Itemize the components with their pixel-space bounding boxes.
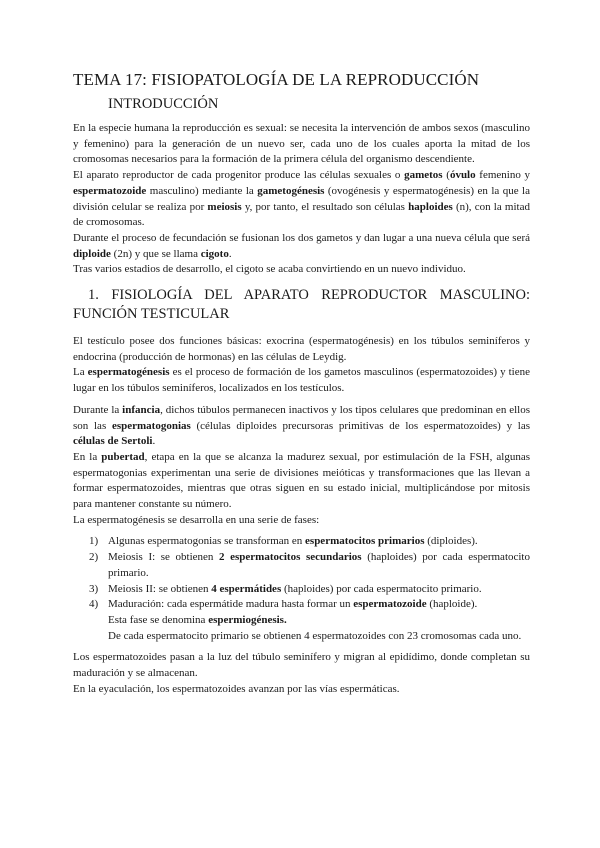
bold-term: gametogénesis [257,184,325,197]
text-run: masculino) mediante la [146,184,258,197]
closing-section [73,650,530,697]
text-run: En la eyaculación, los espermatozoides avanzan por las vías espermáticas. [73,682,400,695]
text-run: Maduración: cada espermátide madura hasta formar un [108,598,354,611]
bold-term: células de Sertoli [73,435,153,448]
bold-term: haploides [408,200,453,213]
section1-paragraph [73,403,530,450]
section1-paragraph [73,334,530,365]
phase-item [73,582,530,598]
bold-term: espermatozoide [353,598,427,611]
text-run: Algunas espermatogonias se transforman en [108,535,306,548]
text-run: , etapa en la que se alcanza la madurez sexual, por estimulación de la FSH, algunas espermatogonias experimentan una serie de divisiones meióticas y transformaciones que las llevan a formar espermatozoides, mientras que otras siguen en su estado inicial, multiplicándose por mitosis para mantener constante su número. [73,450,530,511]
text-run: Meiosis II: se obtienen [108,582,212,595]
phase-note [108,629,530,645]
closing-paragraph [73,650,530,681]
text-run: De cada espermatocito primario se obtienen 4 espermatozoides con 23 cromosomas cada uno. [108,629,522,642]
bold-term: espermiogénesis. [208,613,287,626]
bold-term: cigoto [200,247,229,260]
bold-term: óvulo [449,169,476,182]
text-run: ( [442,169,450,182]
text-run: (ovogénesis y espermatogénesis) en la que la división celular se realiza por [73,184,531,213]
bold-term: infancia [122,403,161,416]
text-run: (haploide). [426,598,478,611]
phase-note [108,613,530,629]
text-run: En la [73,450,102,463]
phase-item [73,597,530,644]
text-run: . [152,435,156,448]
bold-term: espermatogonias [111,419,191,432]
bold-term: espermatogénesis [87,366,170,379]
text-run: Durante la [73,403,123,416]
text-run: (haploides) por cada espermatocito primario. [281,582,482,595]
section1-paragraph [73,513,530,529]
phases-list [73,534,530,644]
text-run: Meiosis I: se obtienen [108,551,220,564]
phase-text [108,582,530,598]
section1-number: 1. [88,287,99,304]
phase-text [108,534,530,550]
text-run: es el proceso de formación de los gametos masculinos (espermatozoides) y tiene lugar en los túbulos seminíferos, localizados en los testículos. [73,366,530,395]
text-run: (haploides) por cada espermatocito primario. [108,551,530,579]
phase-item [73,550,530,581]
text-run: . [228,247,232,260]
bold-term: 4 espermátides [211,582,282,595]
text-run: , dichos túbulos permanecen inactivos y los tipos celulares que predominan en ellos son las [73,403,530,432]
intro-heading: INTRODUCCIÓN [108,96,219,112]
section1-heading [73,286,530,324]
section1-body [73,334,530,528]
phase-item [73,534,530,550]
text-run: femenino y [475,169,530,182]
section1-paragraph [73,365,530,396]
phase-text [108,550,530,581]
text-run: y, por tanto, el resultado son células [241,200,409,213]
text-run: (células diploides precursoras primitivas de los espermatozoides) y las [190,419,531,432]
phase-number: 3) [89,582,99,595]
bold-term: espermatozoide [73,184,147,197]
text-run: (2n) y que se llama [110,247,201,260]
phase-text [108,597,530,613]
document-page [73,70,530,698]
text-run: Durante el proceso de fecundación se fusionan los dos gametos y dan lugar a una nueva célula que será [73,231,530,244]
text-run: Los espermatozoides pasan a la luz del túbulo seminífero y migran al epidídimo, donde completan su maduración y se almacenan. [73,651,530,680]
bold-term: 2 espermatocitos secundarios [219,551,362,564]
text-run: La [73,366,88,379]
closing-paragraph [73,682,530,698]
text-run: El aparato reproductor de cada progenitor produce las células sexuales o [73,169,405,182]
intro-paragraph [73,231,530,262]
phase-number: 2) [89,551,99,564]
text-run: El testículo posee dos funciones básicas: exocrina (espermatogénesis) en los túbulos seminíferos y endocrina (producción de hormonas) en las células de Leydig. [73,335,530,363]
section1-paragraph [73,450,530,513]
text-run: La espermatogénesis se desarrolla en una serie de fases: [73,513,320,526]
intro-section [73,121,530,278]
phase-number: 4) [89,598,99,611]
text-run: (n), con la mitad de cromosomas. [73,200,530,229]
section1-heading-text: FISIOLOGÍA DEL APARATO REPRODUCTOR MASCULINO: FUNCIÓN TESTICULAR [73,287,531,323]
text-run: (diploides). [424,535,478,548]
intro-paragraph [73,262,530,278]
bold-term: diploide [73,247,111,260]
intro-paragraph [73,168,530,231]
bold-term: meiosis [207,200,242,213]
text-run: En la especie humana la reproducción es sexual: se necesita la intervención de ambos sexos (masculino y femenino) para la generación de un nuevo ser, cada uno de los cuales aporta la mitad de los cromosomas necesarios para la formación de la primera célula del organismo descendiente. [73,122,530,166]
text-run: Tras varios estadios de desarrollo, el cigoto se acaba convirtiendo en un nuevo individuo. [73,263,466,276]
bold-term: espermatocitos primarios [305,535,425,548]
intro-paragraph [73,121,530,168]
bold-term: gametos [404,169,443,182]
document-title: TEMA 17: FISIOPATOLOGÍA DE LA REPRODUCCIÓN [73,70,480,89]
text-run: Esta fase se denomina [108,613,209,626]
bold-term: pubertad [101,450,145,463]
phase-number: 1) [89,535,99,548]
